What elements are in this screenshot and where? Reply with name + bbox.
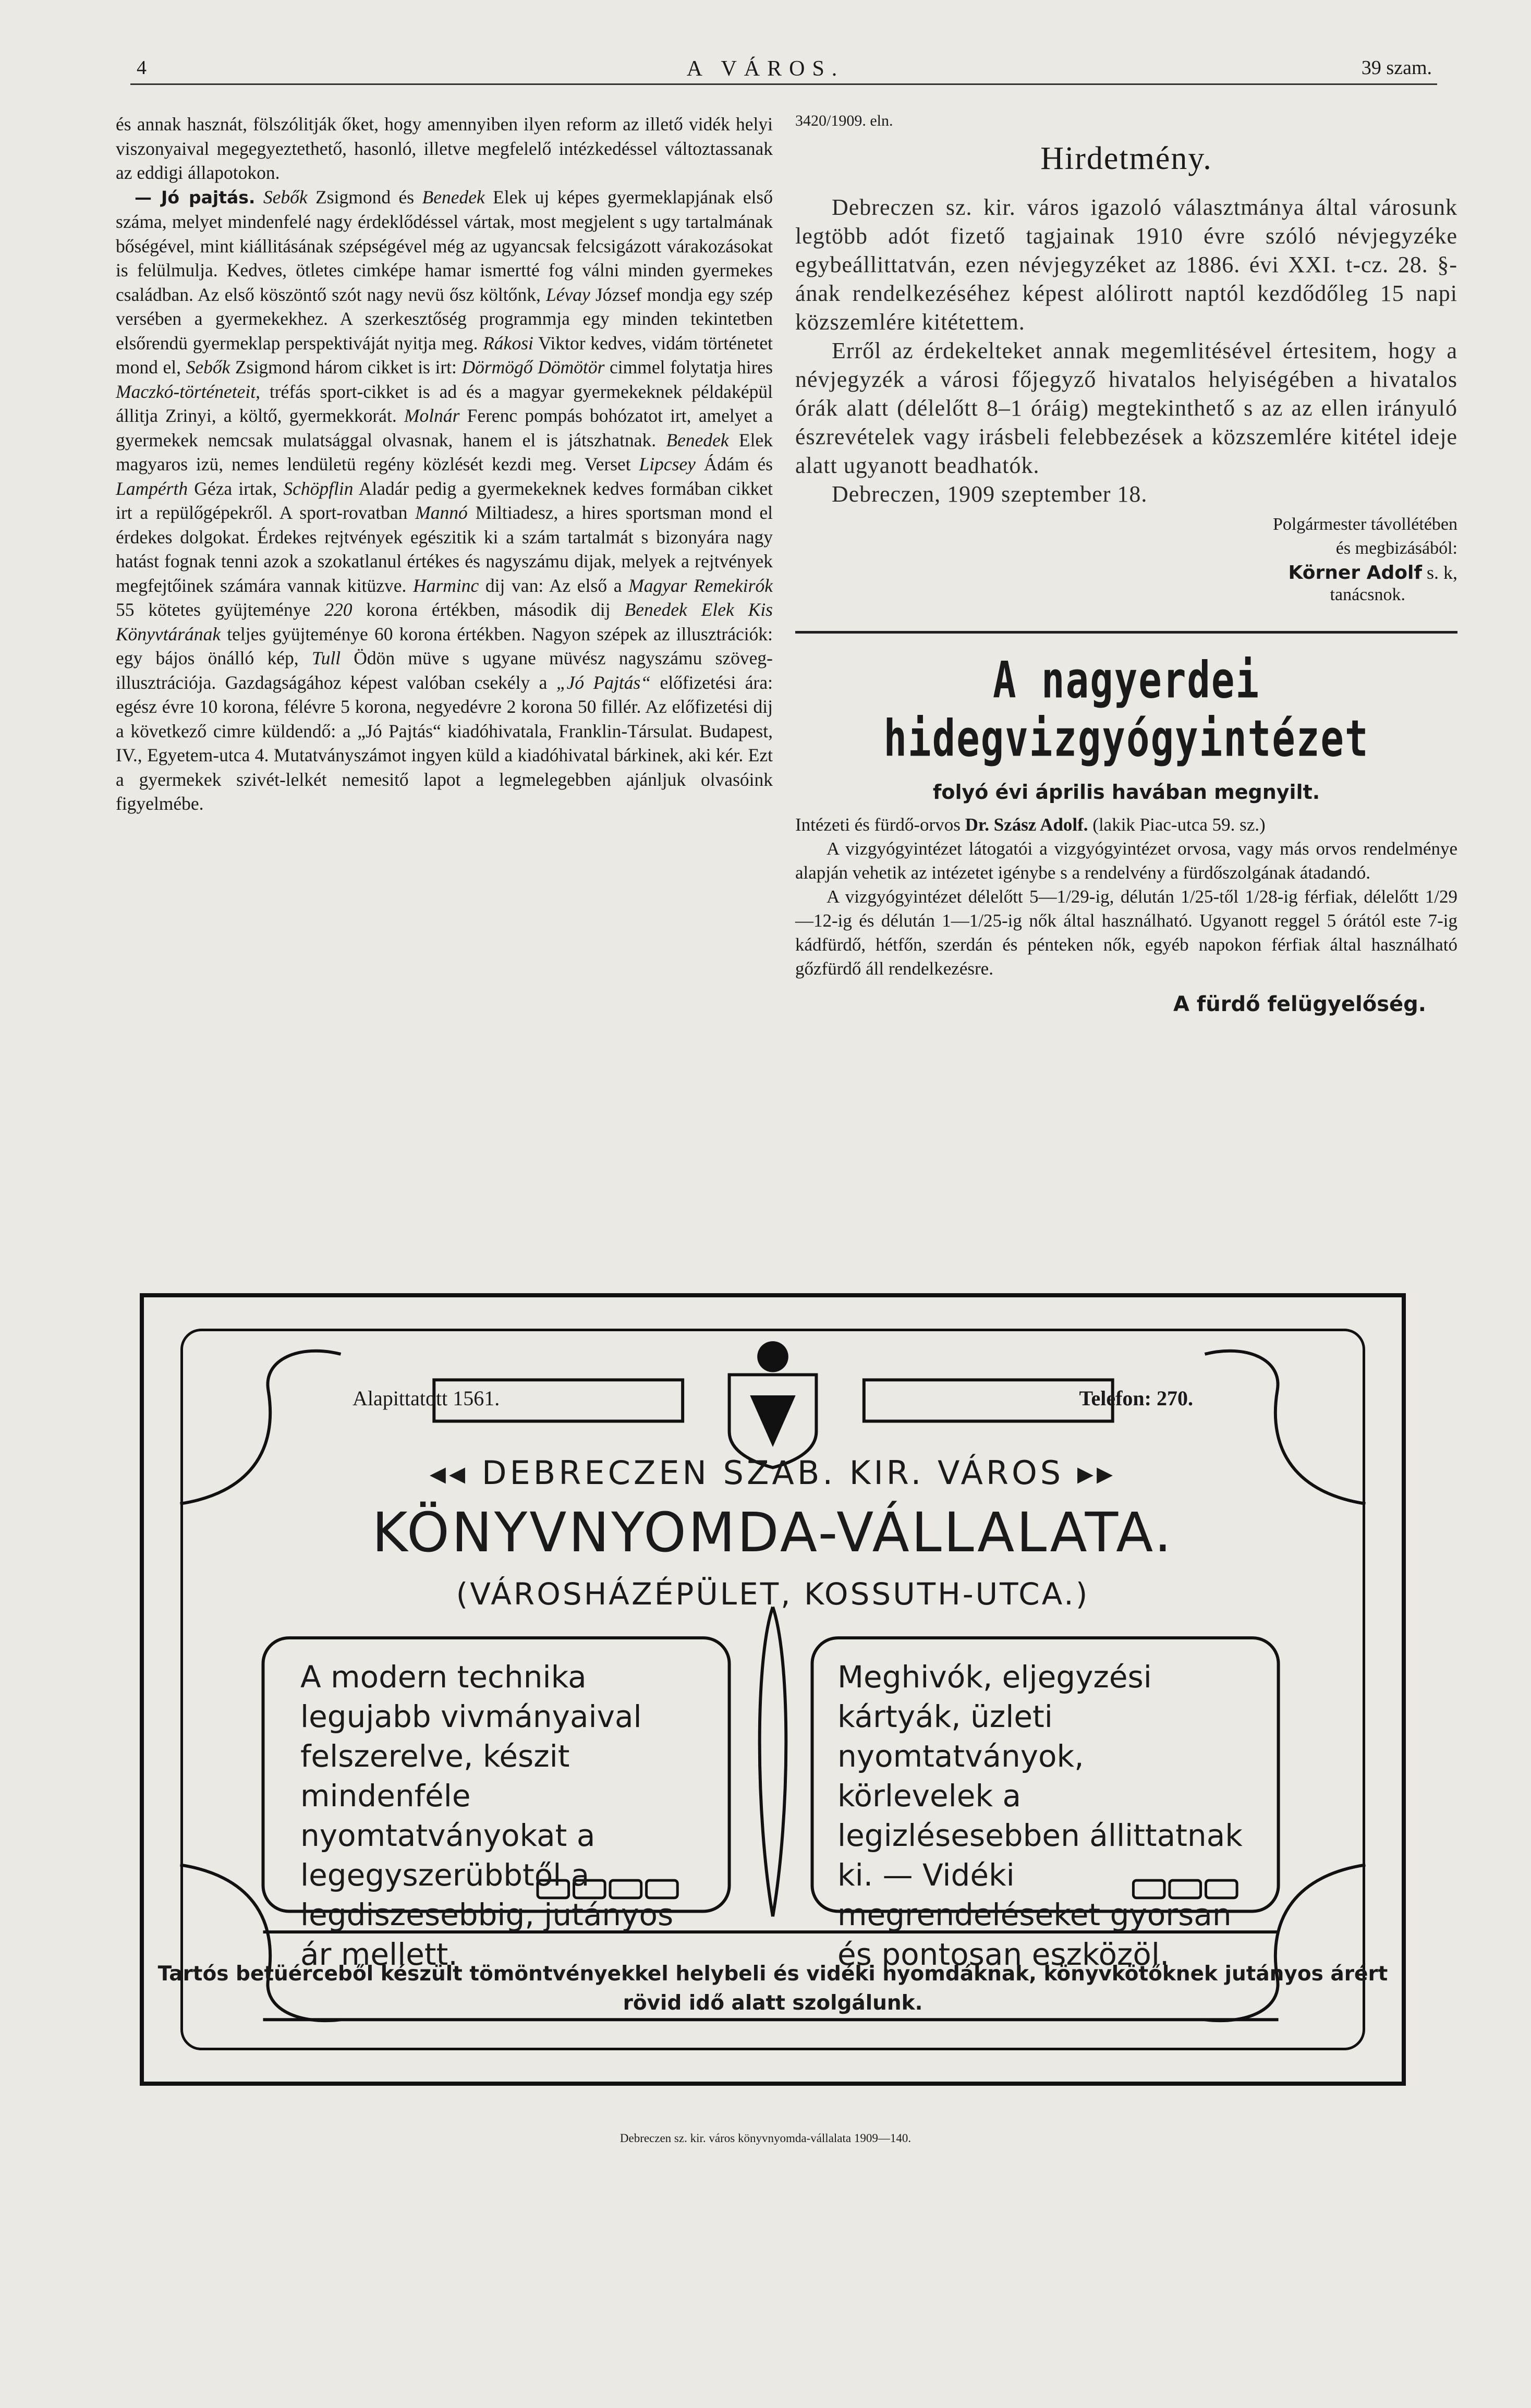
ad-left-text: A modern technika legujabb vivmányaival felszerelve, készit mindenféle nyomtatványokat a legegyszerübbtől a legdiszesebbig, jutányos ár mellett. [300, 1659, 674, 1972]
bath-ad-subtitle: folyó évi április havában megnyilt. [932, 781, 1320, 804]
ad-line-city: ◂◂ DEBRECZEN SZAB. KIR. VÁROS ▸▸ [429, 1454, 1116, 1492]
printing-house-advertisement [140, 1293, 1406, 2086]
jo-pajtas-article: — Jó pajtás. Sebők Zsigmond és Benedek Elek uj képes gyermeklapjának első száma, melyet mindenfelé nagy érdeklődéssel vártak, most megjelent s ugy tartalmának bőségével, mint kiállitásának szépségével még az ugyancsak felcsigázott várakozásokat is felülmulja. Kedves, ötletes cimképe hamar ismertté fog válni minden gyermekes családban. Az első köszöntő szót nagy nevü ősz költőnk, Lévay József mondja egy szép versében a gyermekekhez. A szerkesztőség programmja egy minden tekintetben elsőrendü gyermeklap perspektiváját nyitja meg. Rákosi Viktor kedves, vidám történetet mond el, Sebők Zsigmond három cikket is irt: Dörmögő Dömötör cimmel folytatja hires Maczkó-történeteit, tréfás sport-cikket is ad és a magyar gyermekeknek példaképül állitja Zrinyi, a költő, gyermekkorát. Molnár Ferenc pompás bohózatot irt, amelyet a gyermekek nemcsak mulatsággal olvasnak, hanem el is játszhatnak. Benedek Elek magyaros izü, nemes lendületü regény közlését kezdi meg. Verset Lipcsey Ádám és Lampérth Géza irtak, Schöpflin Aladár pedig a gyermekeknek kedves formában cikket irt a repülőgépekről. A sport-rovatban Mannó Miltiadesz, a hires sportsman mond el érdekes dolgokat. Érdekes rejtvények egészitik ki a szám tartalmát s bizonyára nagy hatást fognak tenni azok a szokatlanul értékes és nagyszámu dijak, melyek a rejtvények megfejtőinek számára vannak kitüzve. Harminc dij van: Az első a Magyar Remekirók 55 kötetes gyüjteménye 220 korona értékben, második dij Benedek Elek Kis Könyvtárának teljes gyüjteménye 60 korona értékben. Nagyon szépek az illusztrációk: egy bájos önálló kép, Tull Ödön müve s ugyane müvész nagyszámu szöveg-illusztrációja. Gazdagságához képest valóban csekély a „Jó Pajtás“ előfizetési ára: egész évre 10 korona, félévre 5 korona, negyedévre 2 korona 50 fillér. Az előfizetési dij a következő cimre küldendő: a „Jó Pajtás“ kiadóhivatala, Franklin-Társulat. Budapest, IV., Egyetem-utca 4. Mutatványszámot ingyen küld a kiadóhivatal bárkinek, aki kér. Ezt a gyermekek szivét-lelkét nemesitő lapot a legmelegebben ajánljuk olvasóink figyelmébe. [116, 186, 773, 814]
newspaper-title: A VÁROS. [686, 57, 845, 81]
doctor-name: Dr. Szász Adolf. [965, 814, 1088, 835]
ad-right-text: Meghivók, eljegyzési kártyák, üzleti nyomtatványok, körlevelek a legizlésesebben állittatnak ki. — Vidéki megrendeléseket gyorsan és pontosan eszközöl. [837, 1659, 1243, 1972]
ad-company-name: KÖNYVNYOMDA-VÁLLALATA. [372, 1501, 1174, 1564]
notice-date: Debreczen, 1909 szeptember 18. [832, 481, 1148, 507]
bath-paragraph: A vizgyógyintézet látogatói a vizgyógyintézet orvosa, vagy más orvos rendelménye alapján vehetik az intézetet igénybe s a rendelvény a fürdőszolgának átadandó. [795, 838, 1457, 883]
article-heading: — Jó pajtás. [135, 187, 256, 208]
bath-paragraph: A vizgyógyintézet délelőtt 5—1/29-ig, délután 1/25-től 1/28-ig férfiak, délelőtt 1/29—12-ig és délután 1—1/25-ig nők által használható. Ugyanott reggel 5 órától este 7-ig kádfürdő, hétfőn, szerdán és pénteken nők, egyéb napokon férfiak által használható gőzfürdő áll rendelkezésre. [795, 886, 1457, 979]
notice-paragraph: Erről az érdekelteket annak megemlitésével értesitem, hogy a névjegyzék a városi főjegyző hivatalos helyiségében a hivatalos órák alatt (délelőtt 8–1 óráig) megtekinthető s az az ellen irányuló észrevételek vagy irásbeli felebbezések a közszemlére kitétel ideje alatt ugyanott beadhatók. [795, 338, 1457, 478]
ad-phone: Telefon: 270. [1079, 1387, 1193, 1410]
signatory-name: Körner Adolf [1288, 562, 1422, 583]
right-column [795, 112, 1457, 1016]
bath-ad-body [795, 813, 1457, 981]
page-number: 4 [137, 57, 147, 79]
notice-heading: Hirdetmény. [1040, 141, 1212, 176]
left-column-article [116, 112, 773, 816]
notice-body [795, 193, 1457, 508]
notice-signature: Polgármester távollétében és megbizásából: Körner Adolf s. k, [1272, 515, 1457, 583]
bath-doctor-line: Intézeti és fürdő-orvos Dr. Szász Adolf. (lakik Piac-utca 59. sz.) [795, 814, 1266, 835]
notice-reference: 3420/1909. eln. [795, 112, 893, 129]
article-paragraph: és annak hasznát, fölszólitják őket, hogy amennyiben ilyen reform az illető vidék helyi viszonyaival megegyeztethető, hasonló, illetve megfelelő intézkedéssel változtassanak az eddigi állapotokon. [116, 114, 773, 183]
printer-imprint: Debreczen sz. kir. város könyvnyomda-vállalata 1909—140. [619, 2132, 912, 2145]
section-divider [795, 631, 1457, 634]
signatory-title: tanácsnok. [1330, 585, 1405, 604]
header-rule [130, 83, 1437, 85]
bath-ad-signature: A fürdő felügyelőség. [1173, 992, 1426, 1016]
notice-paragraph: Debreczen sz. kir. város igazoló választmánya által városunk legtöbb adót fizető tagjainak 1910 évre szóló névjegyzéke egybeállittatván, ezen névjegyzéket az 1886. évi XXI. t-cz. 28. §-ának rendelkezéséhez képest alólirott naptól kezdődőleg 15 napi közszemlére kitétettem. [795, 194, 1457, 335]
issue-number: 39 szam. [1361, 57, 1432, 79]
ad-footer-text: Tartós betüérceből készült tömöntvényekkel helybeli és vidéki nyomdáknak, könyvkötőknek jutányos árért rövid idő alatt szolgálunk. [157, 1962, 1388, 2015]
bath-ad-title: A nagyerdei hidegvizgyógyintézet [883, 651, 1369, 768]
ad-address: (VÁROSHÁZÉPÜLET, KOSSUTH-UTCA.) [456, 1576, 1090, 1612]
ad-established: Alapittatott 1561. [353, 1387, 500, 1410]
